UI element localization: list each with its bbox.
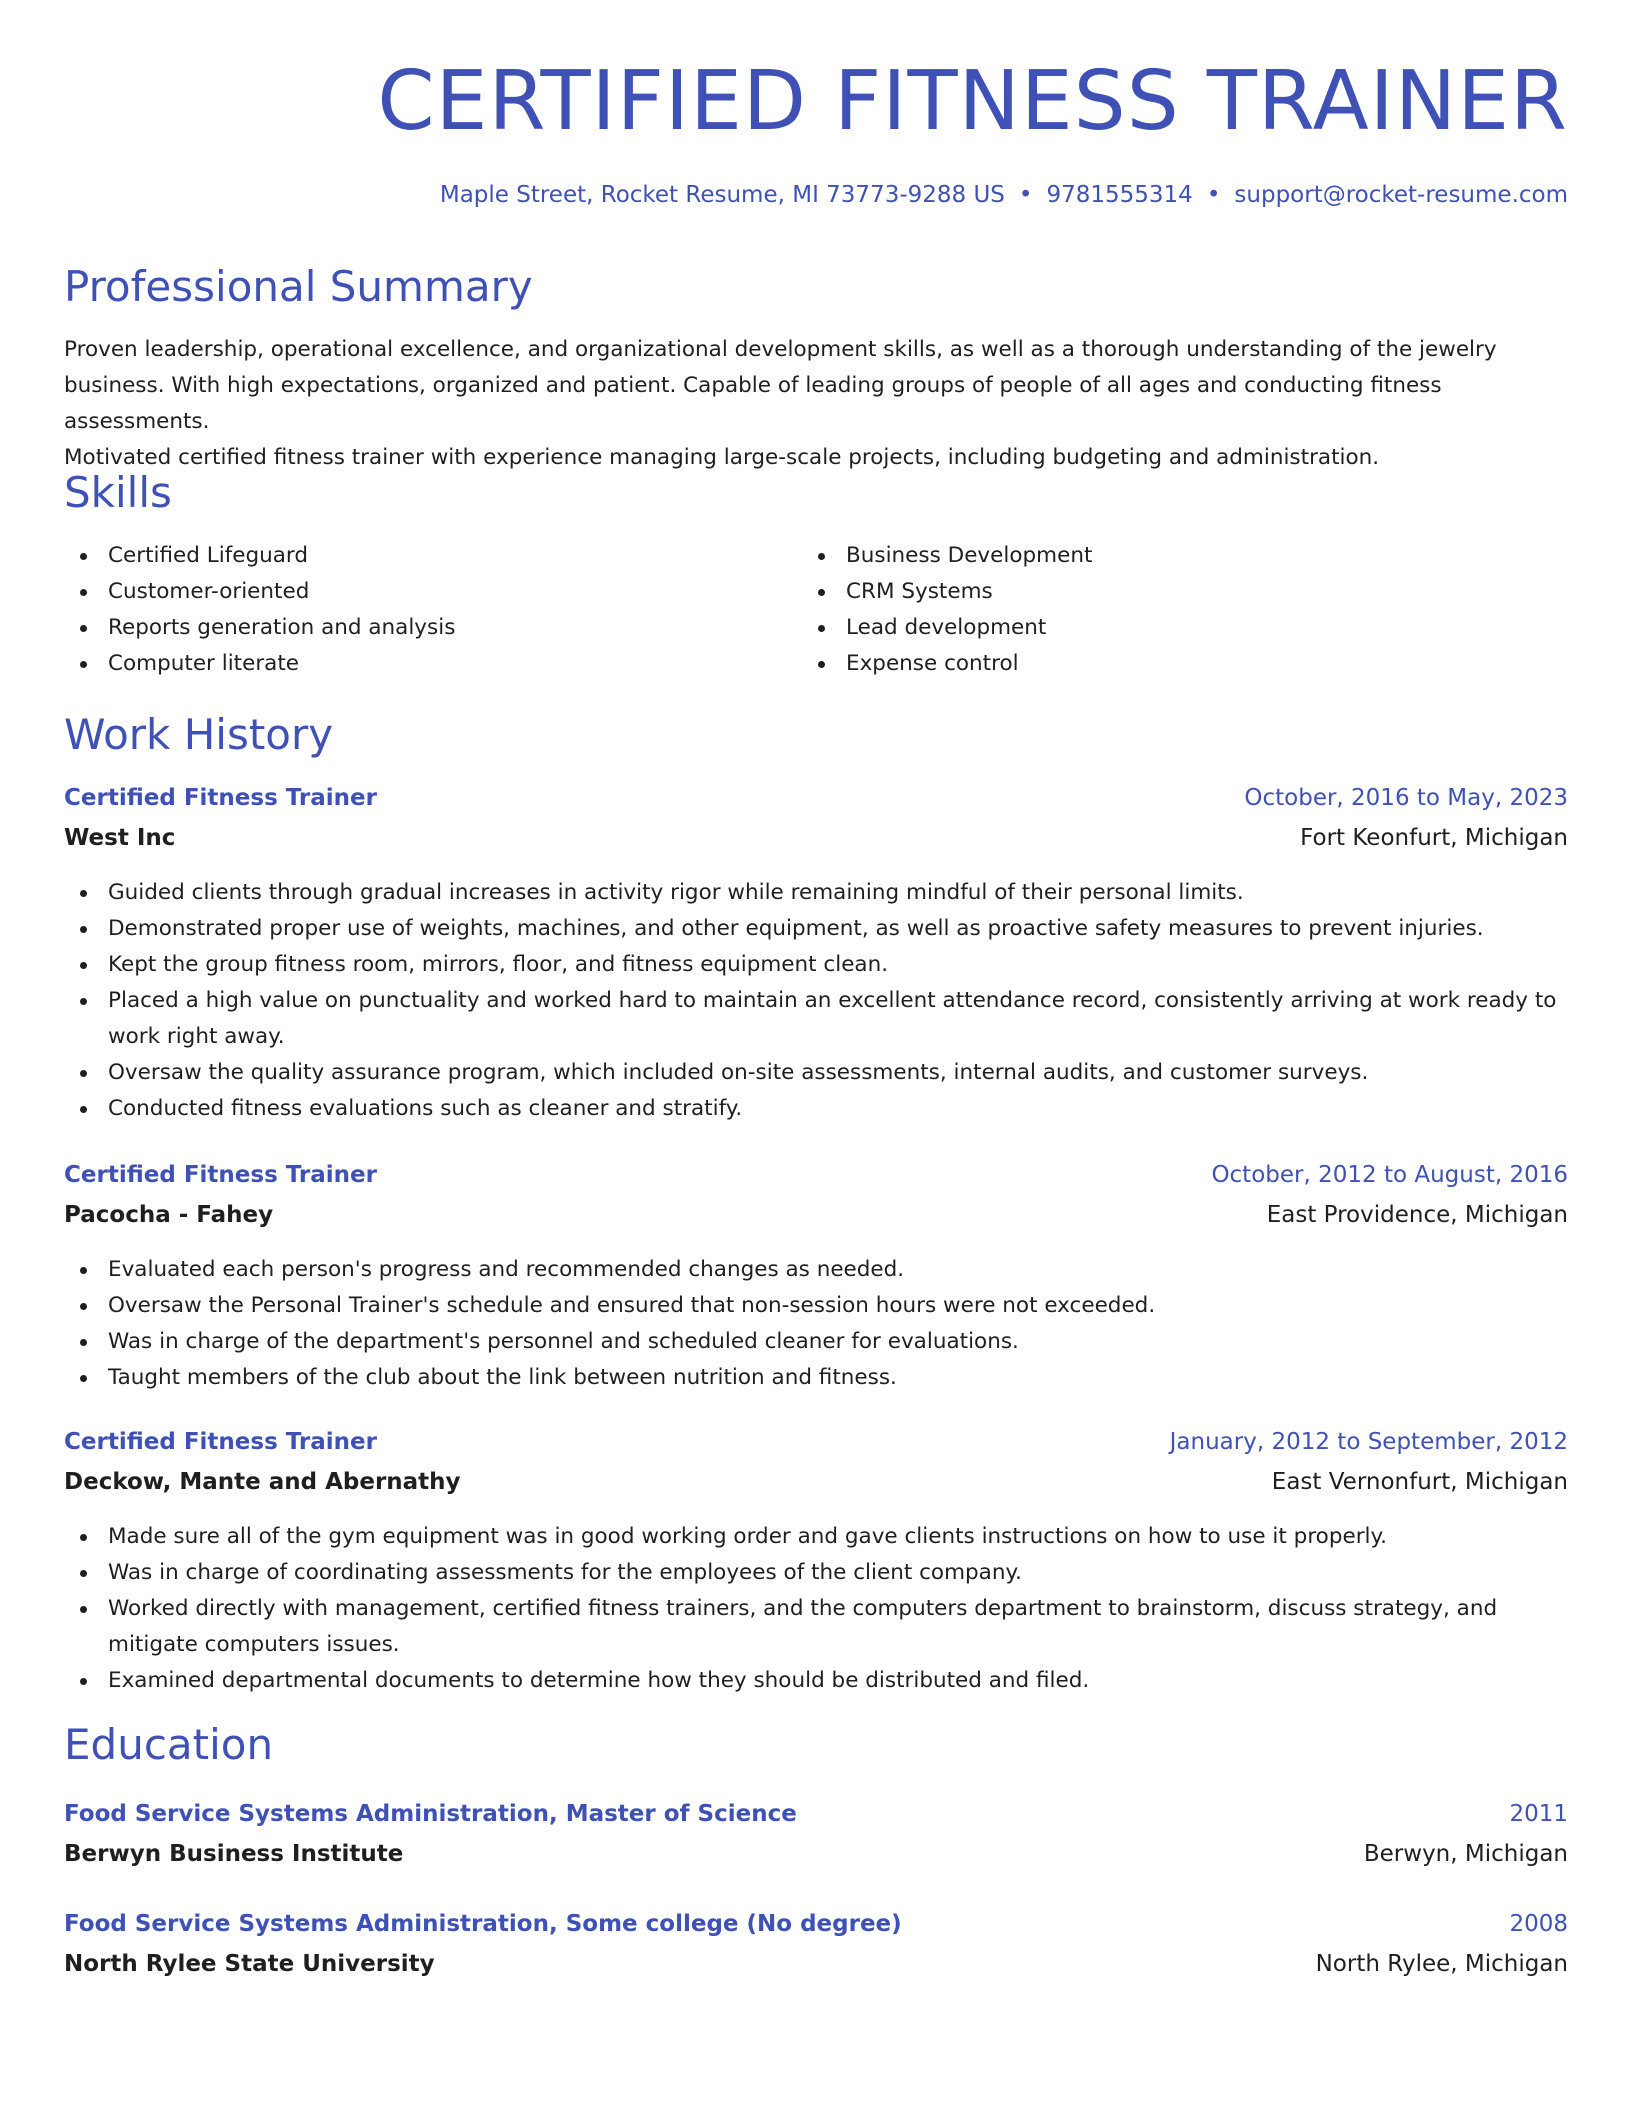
work-heading: Work History bbox=[64, 710, 334, 759]
contact-email: support@rocket-resume.com bbox=[1234, 182, 1568, 208]
education-school: Berwyn Business Institute bbox=[64, 1841, 404, 1867]
job-bullets bbox=[64, 1252, 1568, 1396]
job-bullet: Evaluated each person's progress and recommended changes as needed. bbox=[64, 1252, 1568, 1288]
job-bullet: Placed a high value on punctuality and worked hard to maintain an excellent attendance record, consistently arriving at work ready to work right away. bbox=[64, 983, 1568, 1055]
contact-line bbox=[440, 182, 1568, 208]
education-header bbox=[64, 1911, 1568, 1943]
summary-line: Motivated certified fitness trainer with experience managing large-scale projects, including budgeting and administration. bbox=[64, 445, 1380, 470]
contact-separator: • bbox=[1018, 182, 1033, 208]
job-subheader bbox=[64, 825, 1568, 857]
job-bullets bbox=[64, 875, 1568, 1127]
job-subheader bbox=[64, 1202, 1568, 1234]
skill-item: CRM Systems bbox=[802, 574, 1502, 610]
skill-item: Computer literate bbox=[64, 646, 764, 682]
job-bullet: Conducted fitness evaluations such as cleaner and stratify. bbox=[64, 1091, 1568, 1127]
job-bullet: Oversaw the quality assurance program, which included on-site assessments, internal audits, and customer surveys. bbox=[64, 1055, 1568, 1091]
skills-list-right bbox=[802, 538, 1502, 682]
job-bullets bbox=[64, 1519, 1568, 1699]
job-dates: October, 2016 to May, 2023 bbox=[1244, 785, 1568, 811]
job-title: Certified Fitness Trainer bbox=[64, 785, 377, 811]
job-title: Certified Fitness Trainer bbox=[64, 1162, 377, 1188]
education-school: North Rylee State University bbox=[64, 1951, 435, 1977]
job-bullet: Examined departmental documents to determine how they should be distributed and filed. bbox=[64, 1663, 1568, 1699]
contact-separator: • bbox=[1206, 182, 1221, 208]
education-degree: Food Service Systems Administration, Master of Science bbox=[64, 1801, 797, 1827]
job-bullet: Worked directly with management, certified fitness trainers, and the computers department to brainstorm, discuss strategy, and mitigate computers issues. bbox=[64, 1591, 1568, 1663]
education-location: North Rylee, Michigan bbox=[1315, 1951, 1568, 1977]
summary-line: Proven leadership, operational excellence, and organizational development skills, as well as a thorough understanding of the jewelry bbox=[64, 337, 1497, 362]
job-title: Certified Fitness Trainer bbox=[64, 1429, 377, 1455]
summary-heading: Professional Summary bbox=[64, 262, 533, 311]
education-subheader bbox=[64, 1951, 1568, 1983]
job-header bbox=[64, 1162, 1568, 1194]
skill-item: Business Development bbox=[802, 538, 1502, 574]
summary-text bbox=[64, 332, 1568, 476]
job-location: East Vernonfurt, Michigan bbox=[1271, 1469, 1568, 1495]
job-bullet: Demonstrated proper use of weights, machines, and other equipment, as well as proactive safety measures to prevent injuries. bbox=[64, 911, 1568, 947]
job-header bbox=[64, 1429, 1568, 1461]
job-bullet: Made sure all of the gym equipment was in good working order and gave clients instructions on how to use it properly. bbox=[64, 1519, 1568, 1555]
education-subheader bbox=[64, 1841, 1568, 1873]
skills-heading: Skills bbox=[64, 468, 172, 517]
contact-address: Maple Street, Rocket Resume, MI 73773-9288 US bbox=[439, 182, 1005, 208]
education-year: 2011 bbox=[1509, 1801, 1568, 1827]
job-company: West Inc bbox=[64, 825, 176, 851]
job-bullet: Guided clients through gradual increases in activity rigor while remaining mindful of their personal limits. bbox=[64, 875, 1568, 911]
job-company: Pacocha - Fahey bbox=[64, 1202, 274, 1228]
skill-item: Lead development bbox=[802, 610, 1502, 646]
skill-item: Customer-oriented bbox=[64, 574, 764, 610]
job-header bbox=[64, 785, 1568, 817]
skill-item: Expense control bbox=[802, 646, 1502, 682]
job-bullet: Was in charge of coordinating assessments for the employees of the client company. bbox=[64, 1555, 1568, 1591]
job-location: East Providence, Michigan bbox=[1266, 1202, 1568, 1228]
skill-item: Certified Lifeguard bbox=[64, 538, 764, 574]
job-bullet: Was in charge of the department's personnel and scheduled cleaner for evaluations. bbox=[64, 1324, 1568, 1360]
education-year: 2008 bbox=[1509, 1911, 1568, 1937]
job-location: Fort Keonfurt, Michigan bbox=[1300, 825, 1568, 851]
education-degree: Food Service Systems Administration, Some college (No degree) bbox=[64, 1911, 902, 1937]
skill-item: Reports generation and analysis bbox=[64, 610, 764, 646]
skills-list-left bbox=[64, 538, 764, 682]
summary-line: business. With high expectations, organized and patient. Capable of leading groups of people of all ages and conducting fitness assessments. bbox=[64, 373, 1442, 434]
job-bullet: Oversaw the Personal Trainer's schedule and ensured that non-session hours were not exceeded. bbox=[64, 1288, 1568, 1324]
job-dates: January, 2012 to September, 2012 bbox=[1169, 1429, 1568, 1455]
job-bullet: Taught members of the club about the link between nutrition and fitness. bbox=[64, 1360, 1568, 1396]
education-heading: Education bbox=[64, 1720, 274, 1769]
resume-title: CERTIFIED FITNESS TRAINER bbox=[377, 54, 1568, 149]
education-header bbox=[64, 1801, 1568, 1833]
job-company: Deckow, Mante and Abernathy bbox=[64, 1469, 461, 1495]
contact-phone: 9781555314 bbox=[1046, 182, 1193, 208]
job-subheader bbox=[64, 1469, 1568, 1501]
job-bullet: Kept the group fitness room, mirrors, floor, and fitness equipment clean. bbox=[64, 947, 1568, 983]
education-location: Berwyn, Michigan bbox=[1363, 1841, 1568, 1867]
job-dates: October, 2012 to August, 2016 bbox=[1211, 1162, 1568, 1188]
